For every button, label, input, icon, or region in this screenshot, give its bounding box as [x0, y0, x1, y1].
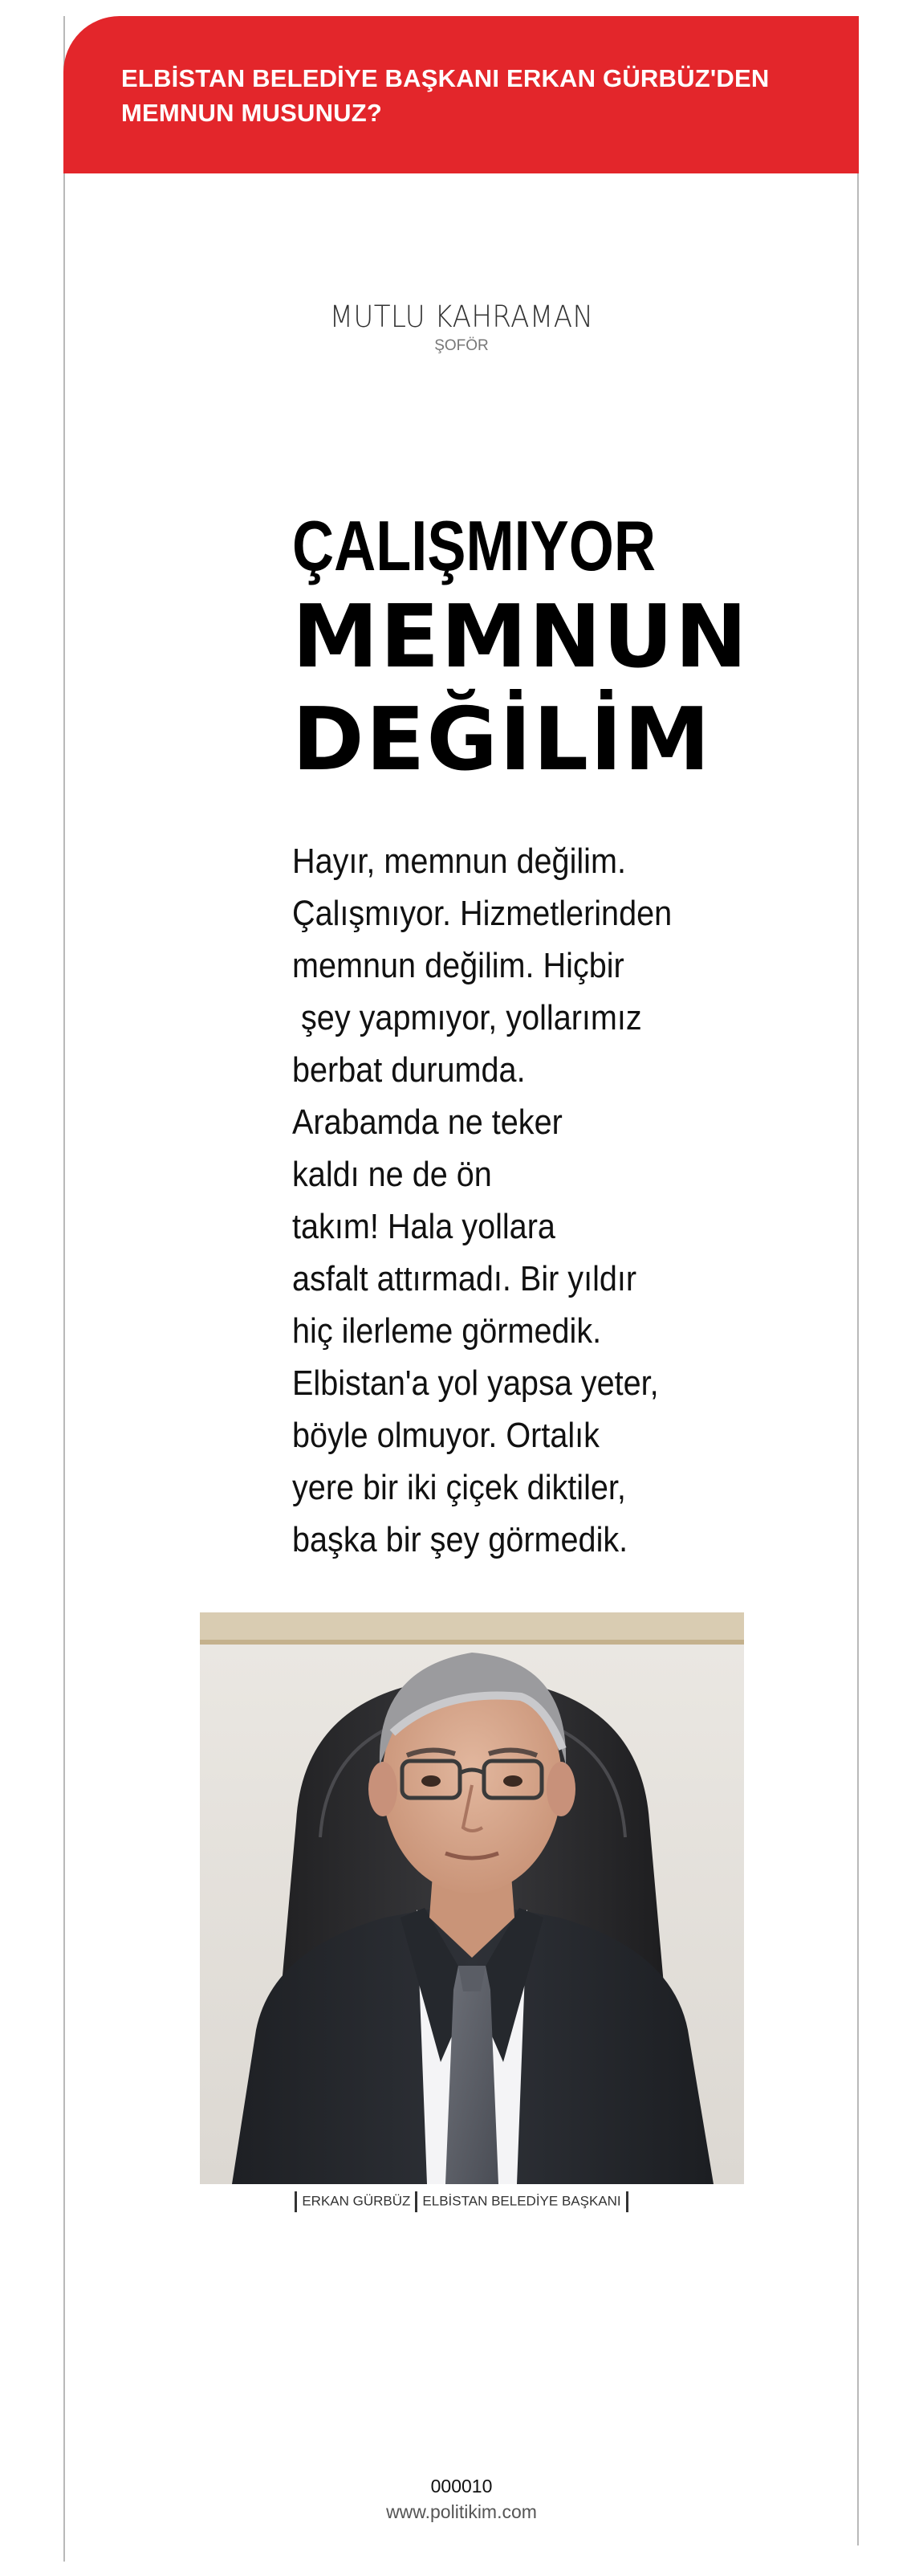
- quote-line: Elbistan'a yol yapsa yeter,: [292, 1363, 659, 1403]
- quote-line: memnun değilim. Hiçbir: [292, 946, 624, 985]
- caption-divider: [626, 2191, 628, 2212]
- header-title-line2: MEMNUN MUSUNUZ?: [121, 99, 383, 127]
- header-banner: [63, 16, 859, 173]
- quote-line: Arabamda ne teker: [292, 1103, 563, 1142]
- quote-line: şey yapmıyor, yollarımız: [292, 998, 642, 1037]
- frame-right-line: [857, 16, 859, 2545]
- quote-body: [292, 835, 742, 1566]
- quote-line: asfalt attırmadı. Bir yıldır: [292, 1259, 637, 1298]
- headline-line3: DEĞİLİM: [292, 690, 712, 790]
- page-footer: [0, 2473, 923, 2525]
- caption-name: ERKAN GÜRBÜZ: [302, 2193, 411, 2209]
- site-url: www.politikim.com: [386, 2501, 537, 2522]
- author-role: ŞOFÖR: [434, 337, 489, 354]
- quote-line: böyle olmuyor. Ortalık: [292, 1416, 600, 1455]
- quote-line: başka bir şey görmedik.: [292, 1520, 628, 1559]
- quote-line: berbat durumda.: [292, 1050, 526, 1090]
- quote-line: takım! Hala yollara: [292, 1207, 555, 1246]
- quote-line: Çalışmıyor. Hizmetlerinden: [292, 894, 673, 933]
- frame-left-line: [63, 16, 65, 2562]
- header-title-line1: ELBİSTAN BELEDİYE BAŞKANI ERKAN GÜRBÜZ'DEN: [121, 64, 770, 92]
- quote-line: hiç ilerleme görmedik.: [292, 1311, 602, 1351]
- headline: [292, 506, 806, 792]
- portrait-illustration: [200, 1612, 744, 2184]
- page-number: 000010: [430, 2476, 493, 2497]
- photo-caption: [0, 2189, 923, 2214]
- headline-line2: MEMNUN: [292, 587, 750, 687]
- caption-title: ELBİSTAN BELEDİYE BAŞKANI: [422, 2193, 621, 2209]
- caption-divider: [415, 2191, 417, 2212]
- quote-line: yere bir iki çiçek diktiler,: [292, 1468, 626, 1507]
- author-name: MUTLU KAHRAMAN: [329, 300, 594, 334]
- quote-line: kaldı ne de ön: [292, 1155, 492, 1194]
- author-block: [0, 299, 923, 357]
- portrait-photo: [200, 1612, 744, 2184]
- caption-divider: [295, 2191, 297, 2212]
- header-title: [121, 61, 827, 130]
- headline-line1: ÇALIŞMIYOR: [292, 506, 657, 585]
- quote-line: Hayır, memnun değilim.: [292, 842, 626, 881]
